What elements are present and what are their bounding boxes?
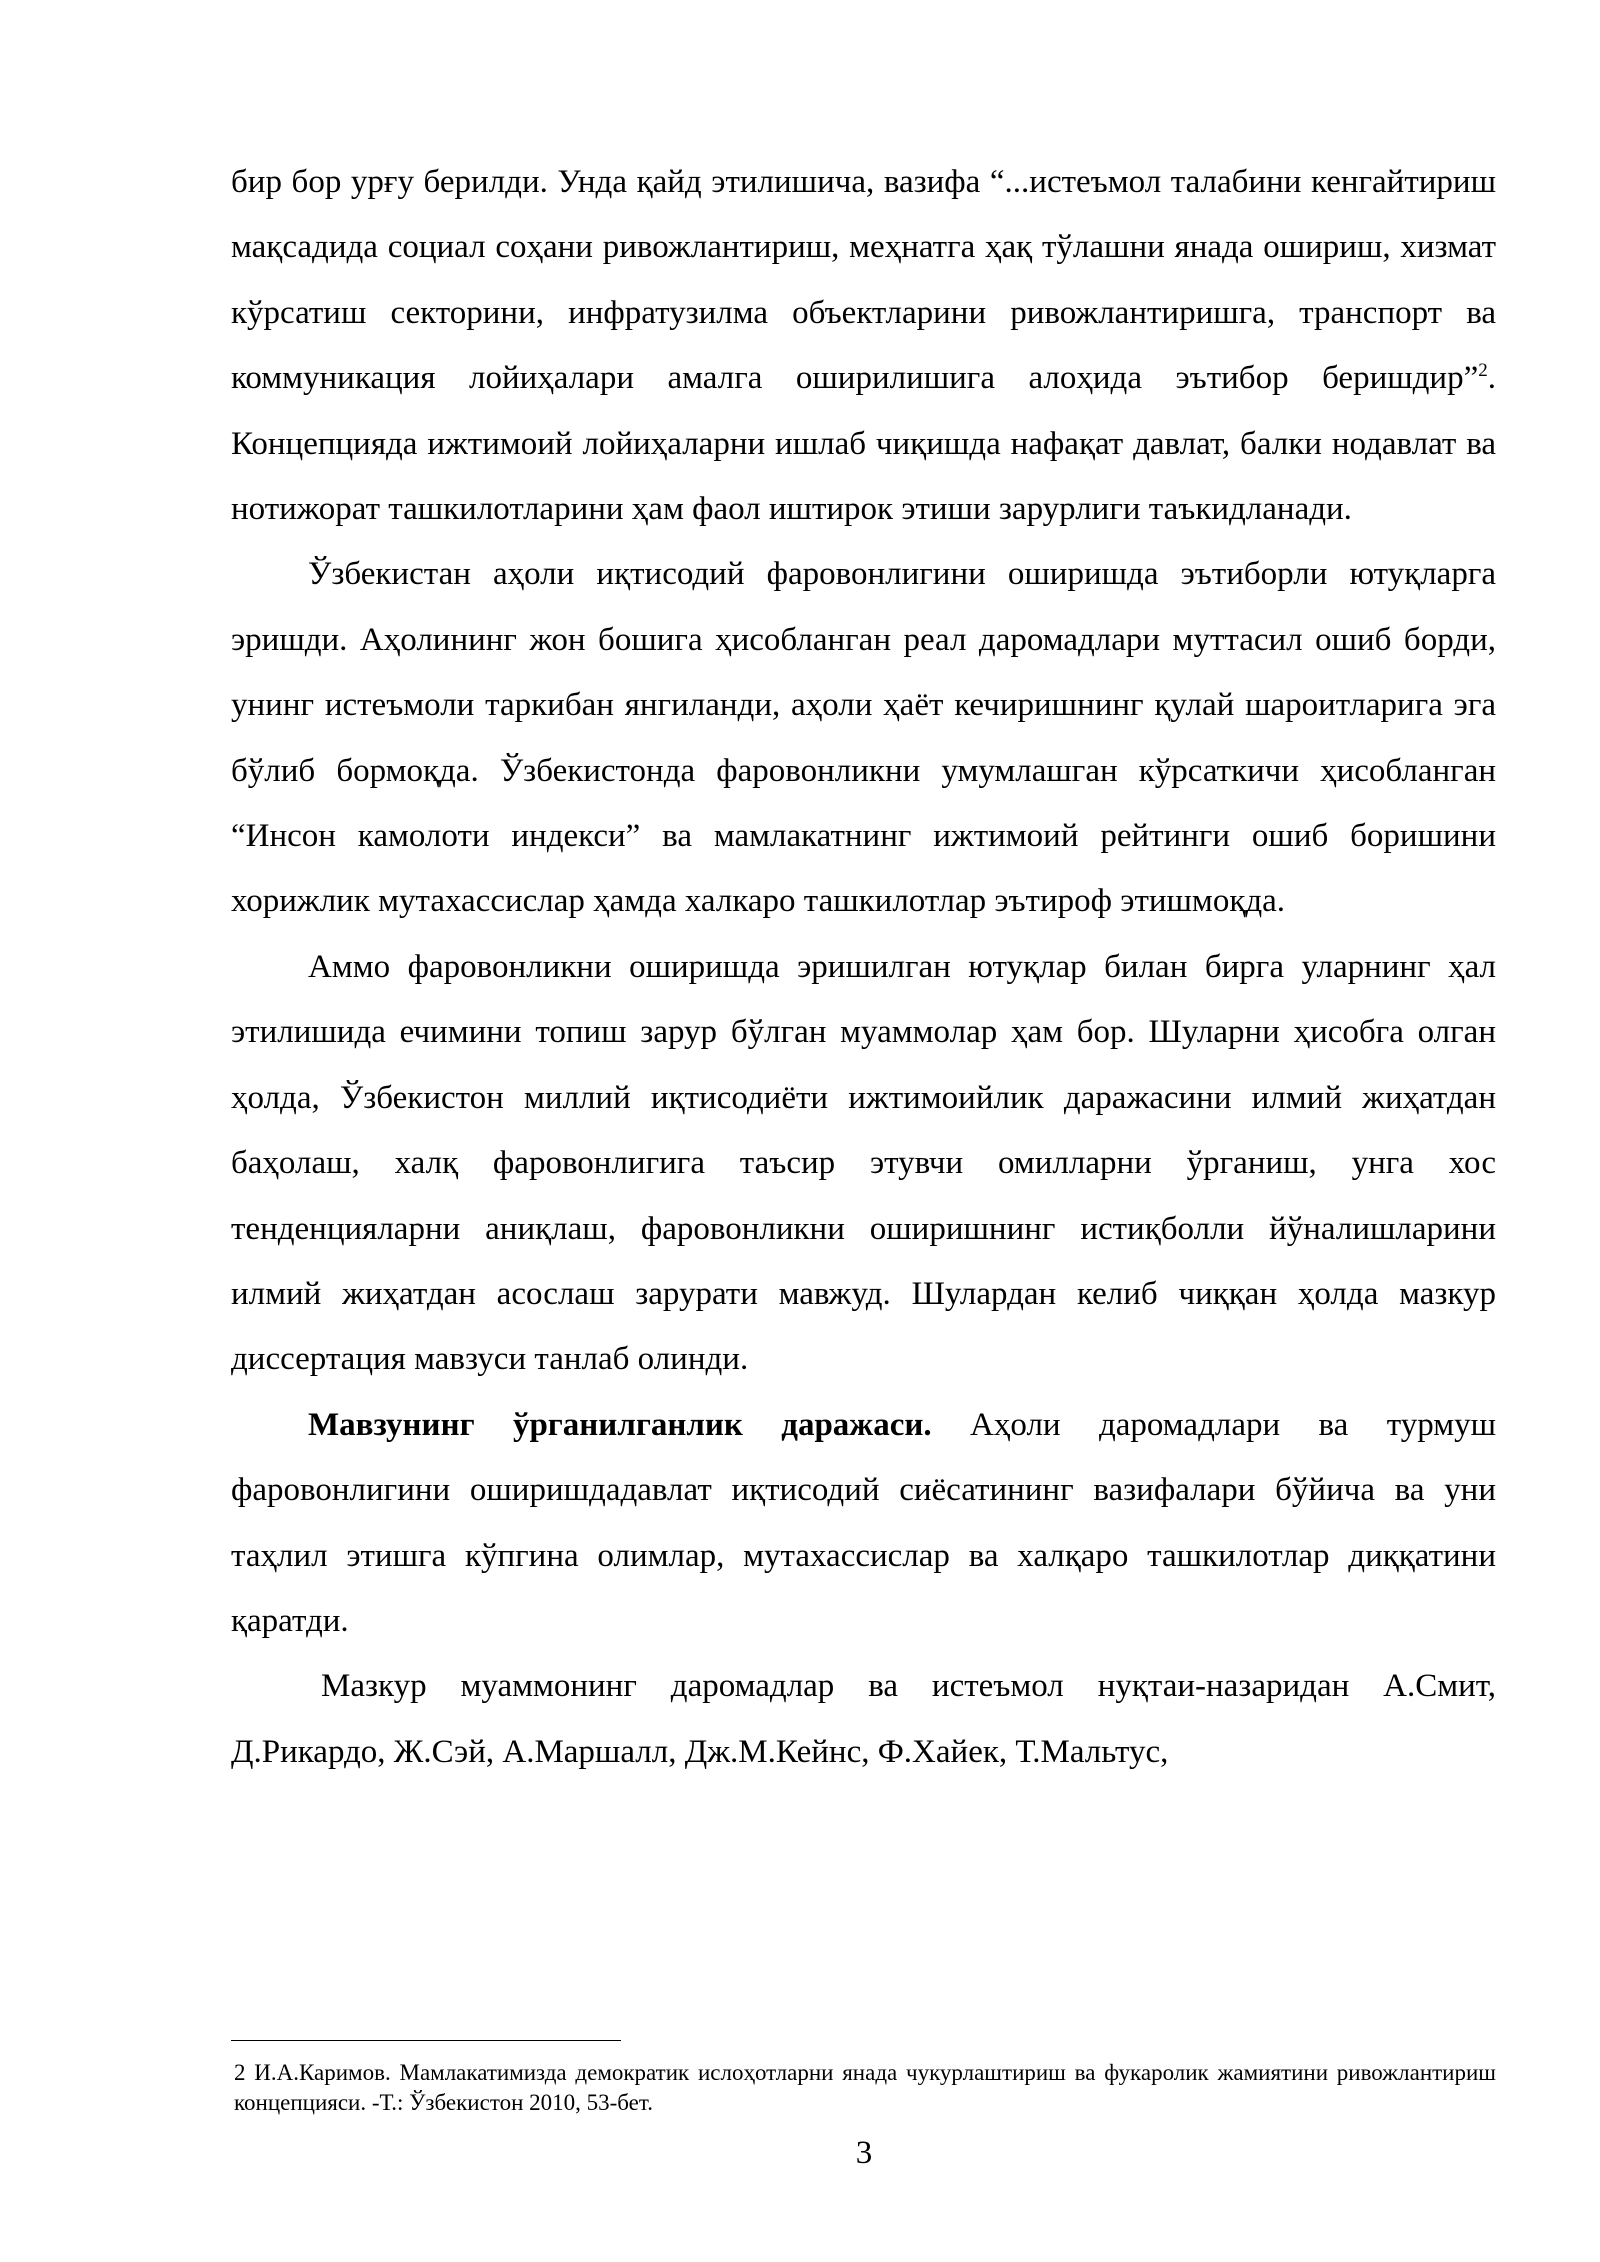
paragraph-3: Аммо фаровонликни оширишда эришилган ютуқлар билан бирга уларнинг ҳал этилишида ечимини топиш зарур бўлган муаммолар ҳам бор. Шуларни ҳисобга олган ҳолда, Ўзбекистон миллий иқтисодиёти ижтимоийлик даражасини илмий жиҳатдан баҳолаш, халқ фаровонлигига таъсир этувчи омилларни ўрганиш, унга хос тенденцияларни аниқлаш, фаровонликни оширишнинг истиқболли йўналишларини илмий жиҳатдан асослаш зарурати мавжуд. Шулардан келиб чиққан ҳолда мазкур диссертация мавзуси танлаб олинди. [231,948,1496,1378]
document-body [231,150,1496,1785]
paragraph-1-text: бир бор урғу берилди. Унда қайд этилишича, вазифа “...истеъмол талабини кенгайтириш мақсадида социал соҳани ривожлантириш, меҳнатга ҳақ тўлашни янада ошириш, хизмат кўрсатиш секторини, инфратузилма объектларини ривожлантиришга, транспорт ва коммуникация лойиҳалари амалга оширилишига алоҳида эътибор беришдир” [231,164,1496,397]
paragraph-1 [231,150,1496,542]
footnote [234,2058,1496,2118]
paragraph-5: Мазкур муаммонинг даромадлар ва истеъмол нуқтаи-назаридан А.Смит, Д.Рикардо, Ж.Сэй, А.Маршалл, Дж.М.Кейнс, Ф.Хайек, Т.Мальтус, [231,1668,1496,1770]
paragraph-1-text-continued: . Концепцияда ижтимоий лойиҳаларни ишлаб чиқишда нафақат давлат, балки нодавлат ва нотижорат ташкилотларини ҳам фаол иштирок этиши зарурлиги таъкидланади. [231,360,1496,528]
page-number: 3 [855,2135,873,2171]
footnote-text: И.А.Каримов. Мамлакатимизда демократик ислоҳотларни янада чукурлаштириш ва фукаролик жамиятини ривожлантириш концепцияси. -Т.: Ўзбекистон 2010, 53-бет. [234,2060,1497,2115]
footnote-number: 2 [234,2060,246,2085]
paragraph-2: Ўзбекистан аҳоли иқтисодий фаровонлигини оширишда эътиборли ютуқларга эришди. Аҳолининг жон бошига ҳисобланган реал даромадлари муттасил ошиб борди, унинг истеъмоли таркибан янгиланди, аҳоли ҳаёт кечиришнинг қулай шароитларига эга бўлиб бормоқда. Ўзбекистонда фаровонликни умумлашган кўрсаткичи ҳисобланган “Инсон камолоти индекси” ва мамлакатнинг ижтимоий рейтинги ошиб боришини хорижлик мутахассислар ҳамда халкаро ташкилотлар эътироф этишмоқда. [231,556,1496,920]
section-heading-inline: Мавзунинг ўрганилганлик даражаси. [308,1406,932,1443]
footnote-separator [231,2040,621,2041]
paragraph-4 [231,1393,1496,1655]
footnote-reference: 2 [1478,360,1488,382]
paragraph-4-text: Аҳоли даромадлари ва турмуш фаровонлигини оширишдадавлат иқтисодий сиёсатининг вазифалари бўйича ва уни таҳлил этишга кўпгина олимлар, мутахассислар ва халқаро ташкилотлар диққатини қаратди. [231,1406,1496,1639]
